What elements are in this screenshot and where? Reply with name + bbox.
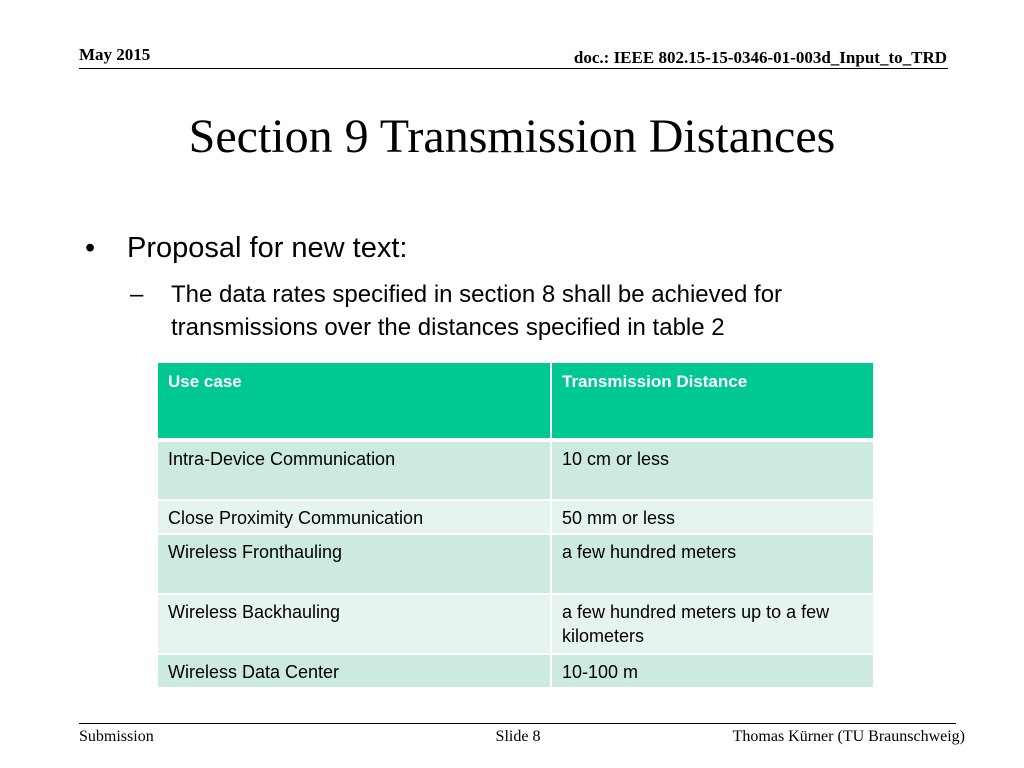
distance-cell: a few hundred meters up to a few kilometers <box>551 594 873 654</box>
footer-divider <box>79 723 956 724</box>
distance-cell: 10-100 m <box>551 654 873 688</box>
table-row <box>158 654 873 688</box>
sub-bullet-text: The data rates specified in section 8 shall be achieved for transmissions over the distances specified in table 2 <box>171 281 783 341</box>
header-use-case: Use case <box>158 363 551 440</box>
header-date: May 2015 <box>79 45 151 64</box>
footer-submission: Submission <box>79 728 154 745</box>
table-header-row <box>158 363 873 440</box>
table-row <box>158 594 873 654</box>
table-row <box>158 440 873 500</box>
distance-table <box>158 363 873 689</box>
header-divider <box>79 68 948 69</box>
sub-bullet-marker: – <box>130 281 144 308</box>
distance-cell: 10 cm or less <box>551 440 873 500</box>
use-case-cell: Wireless Data Center <box>158 654 551 688</box>
header-doc-id: doc.: IEEE 802.15-15-0346-01-003d_Input_to_TRD <box>573 48 947 67</box>
distance-cell: 50 mm or less <box>551 500 873 534</box>
header-transmission-distance: Transmission Distance <box>551 363 873 440</box>
use-case-cell: Intra-Device Communication <box>158 440 551 500</box>
use-case-cell: Wireless Fronthauling <box>158 534 551 594</box>
distance-cell: a few hundred meters <box>551 534 873 594</box>
sub-bullet-item <box>130 278 920 344</box>
bullet-marker: • <box>85 232 96 264</box>
table-row <box>158 534 873 594</box>
use-case-cell: Close Proximity Communication <box>158 500 551 534</box>
bullet-text: Proposal for new text: <box>127 232 408 264</box>
footer-slide-number: Slide 8 <box>495 728 541 745</box>
table-row <box>158 500 873 534</box>
slide-title: Section 9 Transmission Distances <box>188 110 836 163</box>
use-case-cell: Wireless Backhauling <box>158 594 551 654</box>
bullet-item <box>85 228 407 268</box>
footer-author: Thomas Kürner (TU Braunschweig) <box>732 728 965 745</box>
